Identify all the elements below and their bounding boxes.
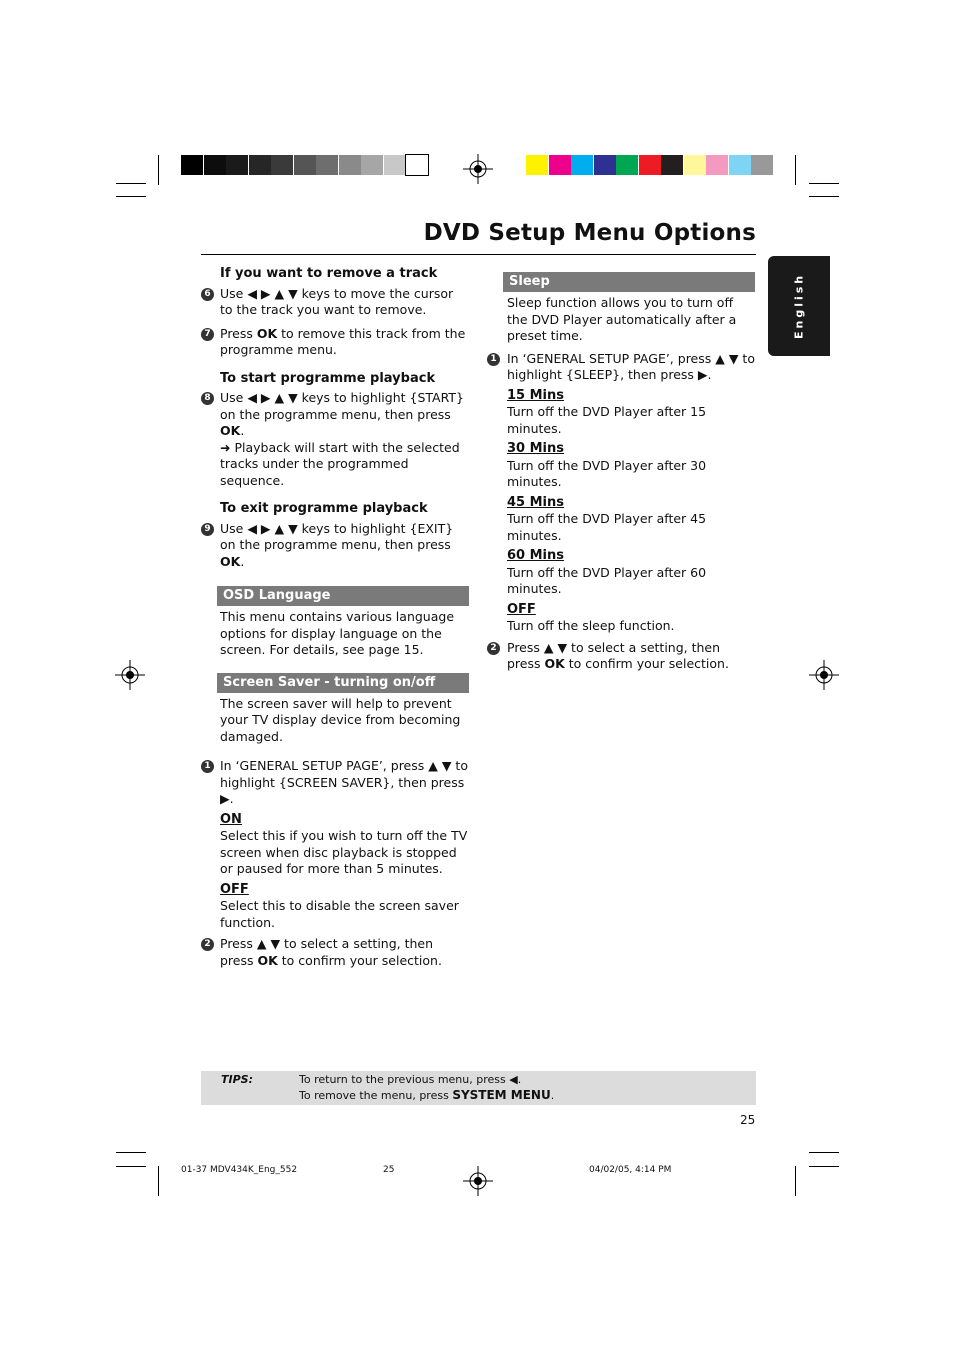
saver-step-2-post: to confirm your selection. — [277, 952, 442, 968]
gray-swatch — [339, 155, 361, 175]
sleep-step-1 — [487, 351, 755, 384]
sleep-step-2-post: to confirm your selection. — [564, 656, 729, 671]
tips-box — [201, 1071, 756, 1105]
color-swatch — [594, 155, 616, 175]
step-6 — [201, 286, 469, 319]
saver-step-2-text — [220, 936, 469, 969]
sleep-option-label: 30 Mins — [507, 441, 565, 456]
saver-step-2 — [201, 936, 469, 969]
sleep-option-label: 60 Mins — [507, 548, 565, 563]
footer-file: 01-37 MDV434K_Eng_552 — [181, 1165, 298, 1175]
saver-step-1 — [201, 758, 469, 808]
sleep-step-2-pre: Press ▲ ▼ to select a setting, then press — [507, 639, 721, 671]
ok-key: OK — [256, 325, 278, 341]
sleep-option-label: OFF — [507, 601, 536, 617]
color-swatch — [706, 155, 728, 175]
registration-mark-icon — [463, 1166, 493, 1196]
gray-swatch — [316, 155, 338, 175]
title-rule — [201, 254, 756, 255]
tips-line-2 — [299, 1087, 554, 1104]
osd-language-bar: OSD Language — [217, 586, 469, 606]
tips-line-2-post: . — [550, 1089, 555, 1102]
step-7-pre: Press — [220, 325, 257, 341]
step-9-text — [220, 521, 469, 571]
saver-step-2-pre: Press ▲ ▼ to select a setting, then press — [220, 936, 434, 968]
sleep-option-text: Turn off the sleep function. — [507, 618, 675, 633]
gray-swatch — [294, 155, 316, 175]
gray-swatch — [226, 155, 248, 175]
crop-mark — [116, 1152, 146, 1153]
exit-heading: To exit programme playback — [220, 501, 428, 516]
step-9 — [201, 521, 469, 571]
sleep-option-text: Turn off the DVD Player after 45 minutes. — [507, 511, 707, 543]
crop-mark — [809, 1152, 839, 1153]
sleep-option-text: Turn off the DVD Player after 30 minutes. — [507, 457, 707, 489]
sleep-options-list — [507, 388, 755, 635]
page-title: DVD Setup Menu Options — [423, 220, 756, 246]
crop-mark — [116, 183, 146, 184]
tips-line-1: To return to the previous menu, press ◀. — [299, 1073, 522, 1086]
ok-key: OK — [544, 656, 565, 671]
step-9-pre: Use ◀ ▶ ▲ ▼ keys to highlight {EXIT} on the programme menu, then press — [220, 520, 454, 552]
step-9-post: . — [240, 553, 245, 569]
color-swatch — [751, 155, 773, 175]
step-8-result: ➜ Playback will start with the selected tracks under the programmed sequence. — [220, 439, 460, 488]
sleep-option-text: Turn off the DVD Player after 60 minutes. — [507, 564, 707, 596]
step-number-icon: 2 — [487, 642, 500, 655]
remove-heading: If you want to remove a track — [220, 266, 438, 281]
step-number-icon: 8 — [201, 392, 214, 405]
registration-mark-icon — [463, 154, 493, 184]
step-8-text — [220, 390, 469, 440]
color-swatch — [616, 155, 638, 175]
gray-swatch — [249, 155, 271, 175]
tips-label: TIPS: — [221, 1073, 253, 1086]
step-number-icon: 2 — [201, 938, 214, 951]
language-tab-label: English — [792, 272, 806, 340]
color-swatch — [571, 155, 593, 175]
step-8 — [201, 390, 469, 489]
option-off-label: OFF — [220, 881, 249, 897]
page-number: 25 — [740, 1113, 756, 1127]
option-on-label: ON — [220, 811, 242, 827]
sleep-option-label: 15 Mins — [507, 387, 565, 403]
footer-date: 04/02/05, 4:14 PM — [589, 1165, 672, 1175]
step-number-icon: 9 — [201, 523, 214, 536]
crop-mark — [809, 183, 839, 184]
start-heading: To start programme playback — [220, 370, 436, 386]
sleep-bar: Sleep — [503, 272, 755, 292]
screen-saver-bar: Screen Saver - turning on/off — [217, 673, 469, 693]
tips-line-2-pre: To remove the menu, press — [299, 1089, 453, 1102]
option-off-text: Select this to disable the screen saver function. — [220, 898, 459, 930]
option-on-text: Select this if you wish to turn off the TV screen when disc playback is stopped or paused for more than 5 minutes. — [220, 828, 468, 876]
crop-mark — [809, 1166, 839, 1167]
gray-swatch — [204, 155, 226, 175]
step-7 — [201, 326, 469, 359]
gray-swatch — [181, 155, 203, 175]
screen-saver-text: The screen saver will help to prevent your TV display device from becoming damaged. — [220, 695, 461, 744]
gray-swatch — [361, 155, 383, 175]
ok-key: OK — [220, 553, 241, 569]
right-column — [487, 272, 755, 673]
color-swatch — [729, 155, 751, 175]
left-column — [201, 266, 469, 969]
step-8-pre: Use ◀ ▶ ▲ ▼ keys to highlight {START} on the programme menu, then press — [220, 390, 464, 422]
color-swatch — [684, 155, 706, 175]
crop-mark — [116, 1166, 146, 1167]
ok-key: OK — [220, 423, 241, 438]
step-7-text — [220, 326, 469, 359]
step-number-icon: 7 — [201, 328, 214, 341]
crop-mark — [116, 196, 146, 197]
crop-mark — [158, 155, 159, 185]
gray-swatch — [406, 155, 428, 175]
color-swatch — [526, 155, 548, 175]
saver-step-1-text: In ‘GENERAL SETUP PAGE’, press ▲ ▼ to highlight {SCREEN SAVER}, then press ▶. — [220, 758, 468, 806]
color-swatch — [661, 155, 683, 175]
language-tab — [768, 256, 830, 356]
sleep-option-text: Turn off the DVD Player after 15 minutes. — [507, 404, 707, 436]
sleep-step-1-text: In ‘GENERAL SETUP PAGE’, press ▲ ▼ to highlight {SLEEP}, then press ▶. — [507, 350, 755, 382]
crop-mark — [795, 1166, 796, 1196]
gray-swatch — [384, 155, 406, 175]
sleep-option-label: 45 Mins — [507, 494, 565, 510]
step-7-post: to remove this track from the programme menu. — [220, 325, 466, 357]
gray-swatch — [271, 155, 293, 175]
registration-mark-icon — [809, 660, 839, 690]
color-swatch — [639, 155, 661, 175]
ok-key: OK — [257, 952, 278, 968]
crop-mark — [809, 196, 839, 197]
crop-mark — [158, 1166, 159, 1196]
system-menu-key: SYSTEM MENU — [452, 1088, 551, 1102]
sleep-step-2-text — [507, 640, 755, 673]
step-number-icon: 1 — [487, 353, 500, 366]
step-8-post: . — [240, 423, 245, 438]
osd-language-text: This menu contains various language options for display language on the screen. For details, see page 15. — [220, 609, 455, 657]
step-number-icon: 1 — [201, 760, 214, 773]
sleep-step-2 — [487, 640, 755, 673]
footer-page: 25 — [383, 1165, 395, 1175]
sleep-text: Sleep function allows you to turn off the DVD Player automatically after a preset time. — [507, 295, 737, 343]
crop-mark — [795, 155, 796, 185]
registration-mark-icon — [115, 660, 145, 690]
color-swatch — [549, 155, 571, 175]
step-number-icon: 6 — [201, 288, 214, 301]
step-6-text: Use ◀ ▶ ▲ ▼ keys to move the cursor to the track you want to remove. — [220, 285, 454, 317]
